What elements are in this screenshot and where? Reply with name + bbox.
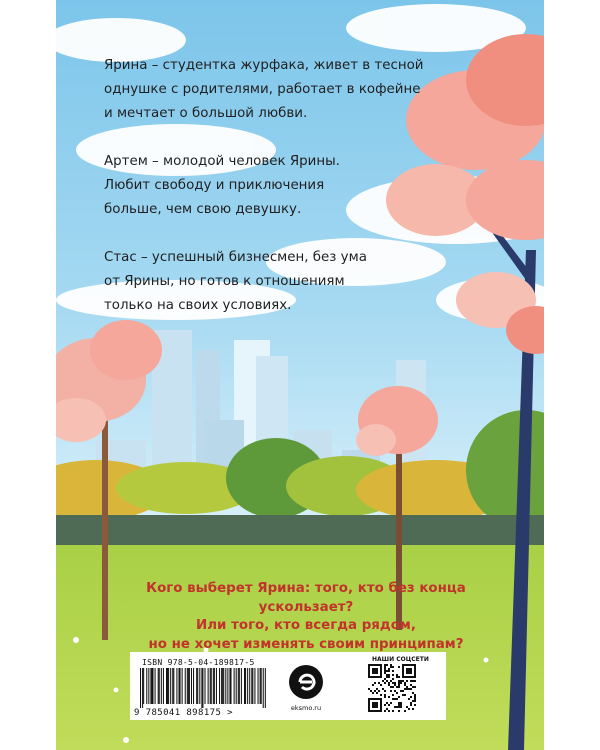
- character-blurb-artem: Артем – молодой человек Ярины. Любит свободу и приключения больше, чем свою девушку.: [104, 154, 340, 217]
- tagline-question: Кого выберет Ярина: того, кто без конца ускользает? Или того, кто всегда рядом, но не хочет изменять своим принципам?: [146, 581, 466, 652]
- isbn-text: ISBN 978-5-04-189817-5: [142, 658, 255, 667]
- book-back-cover: [56, 0, 544, 750]
- character-blurb-stas: Стас – успешный бизнесмен, без ума от Ярины, но готов к отношениям только на своих условиях.: [104, 250, 367, 313]
- eksmo-logo-icon: [288, 664, 324, 700]
- barcode-icon: [140, 668, 266, 708]
- publisher-site: eksmo.ru: [290, 704, 322, 712]
- qr-label: НАШИ СОЦСЕТИ: [372, 656, 429, 663]
- character-blurb-yarina: Ярина – студентка журфака, живет в тесной однушке с родителями, работает в кофейне и мечтает о большой любви.: [104, 58, 424, 121]
- barcode-panel: [130, 652, 446, 720]
- barcode-digits: 9 785041 898175 >: [134, 708, 233, 718]
- qr-code-icon: [368, 664, 416, 712]
